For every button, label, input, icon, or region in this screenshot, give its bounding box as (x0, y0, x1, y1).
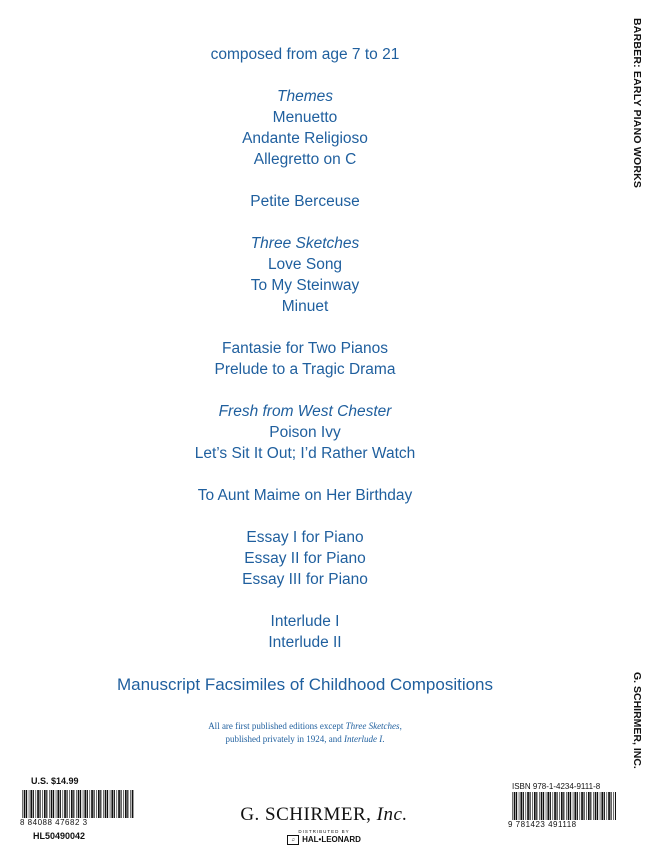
manuscripts-title: Manuscript Facsimiles of Childhood Compositions (116, 675, 494, 694)
price-label: U.S. $14.99 (31, 776, 79, 786)
spine-title: BARBER: EARLY PIANO WORKS (631, 18, 643, 189)
list-item: Allegretto on C (253, 151, 357, 168)
list-item: Essay II for Piano (244, 550, 366, 567)
group-heading: Fresh from West Chester (218, 403, 392, 420)
distributor-logo: ♫ HAL•LEONARD (0, 835, 648, 845)
list-item: Let’s Sit It Out; I’d Rather Watch (194, 445, 416, 462)
group-heading: Themes (277, 88, 333, 105)
list-item: Minuet (281, 298, 329, 315)
list-item: To My Steinway (250, 277, 360, 294)
distributed-by-label: DISTRIBUTED BY (298, 829, 350, 834)
subtitle: composed from age 7 to 21 (210, 46, 400, 63)
list-item: Andante Religioso (242, 130, 368, 147)
hal-leonard-icon: ♫ (287, 835, 299, 845)
spine-publisher: G. SCHIRMER, INC. (631, 672, 643, 769)
list-item: Prelude to a Tragic Drama (214, 361, 396, 378)
list-item: Interlude II (268, 634, 342, 651)
list-item: Petite Berceuse (250, 193, 360, 210)
list-item: Fantasie for Two Pianos (222, 340, 388, 357)
list-item: Interlude I (270, 613, 340, 630)
contents-list (0, 44, 610, 695)
list-item: Menuetto (272, 109, 338, 126)
edition-note: All are first published editions except Three Sketches, published privately in 1924, and Interlude I. (208, 721, 402, 744)
list-item: Love Song (267, 256, 343, 273)
isbn-digits: 9 781423 491118 (508, 820, 577, 829)
publisher-logo: G. SCHIRMER, Inc. (240, 804, 408, 825)
item-number: HL50490042 (33, 831, 86, 841)
isbn-label: ISBN 978-1-4234-9111-8 (512, 782, 601, 791)
list-item: To Aunt Maime on Her Birthday (197, 487, 413, 504)
list-item: Poison Ivy (269, 424, 341, 441)
group-heading: Three Sketches (250, 235, 360, 252)
upc-digits: 8 84088 47682 3 (20, 818, 88, 827)
list-item: Essay I for Piano (246, 529, 364, 546)
list-item: Essay III for Piano (242, 571, 368, 588)
